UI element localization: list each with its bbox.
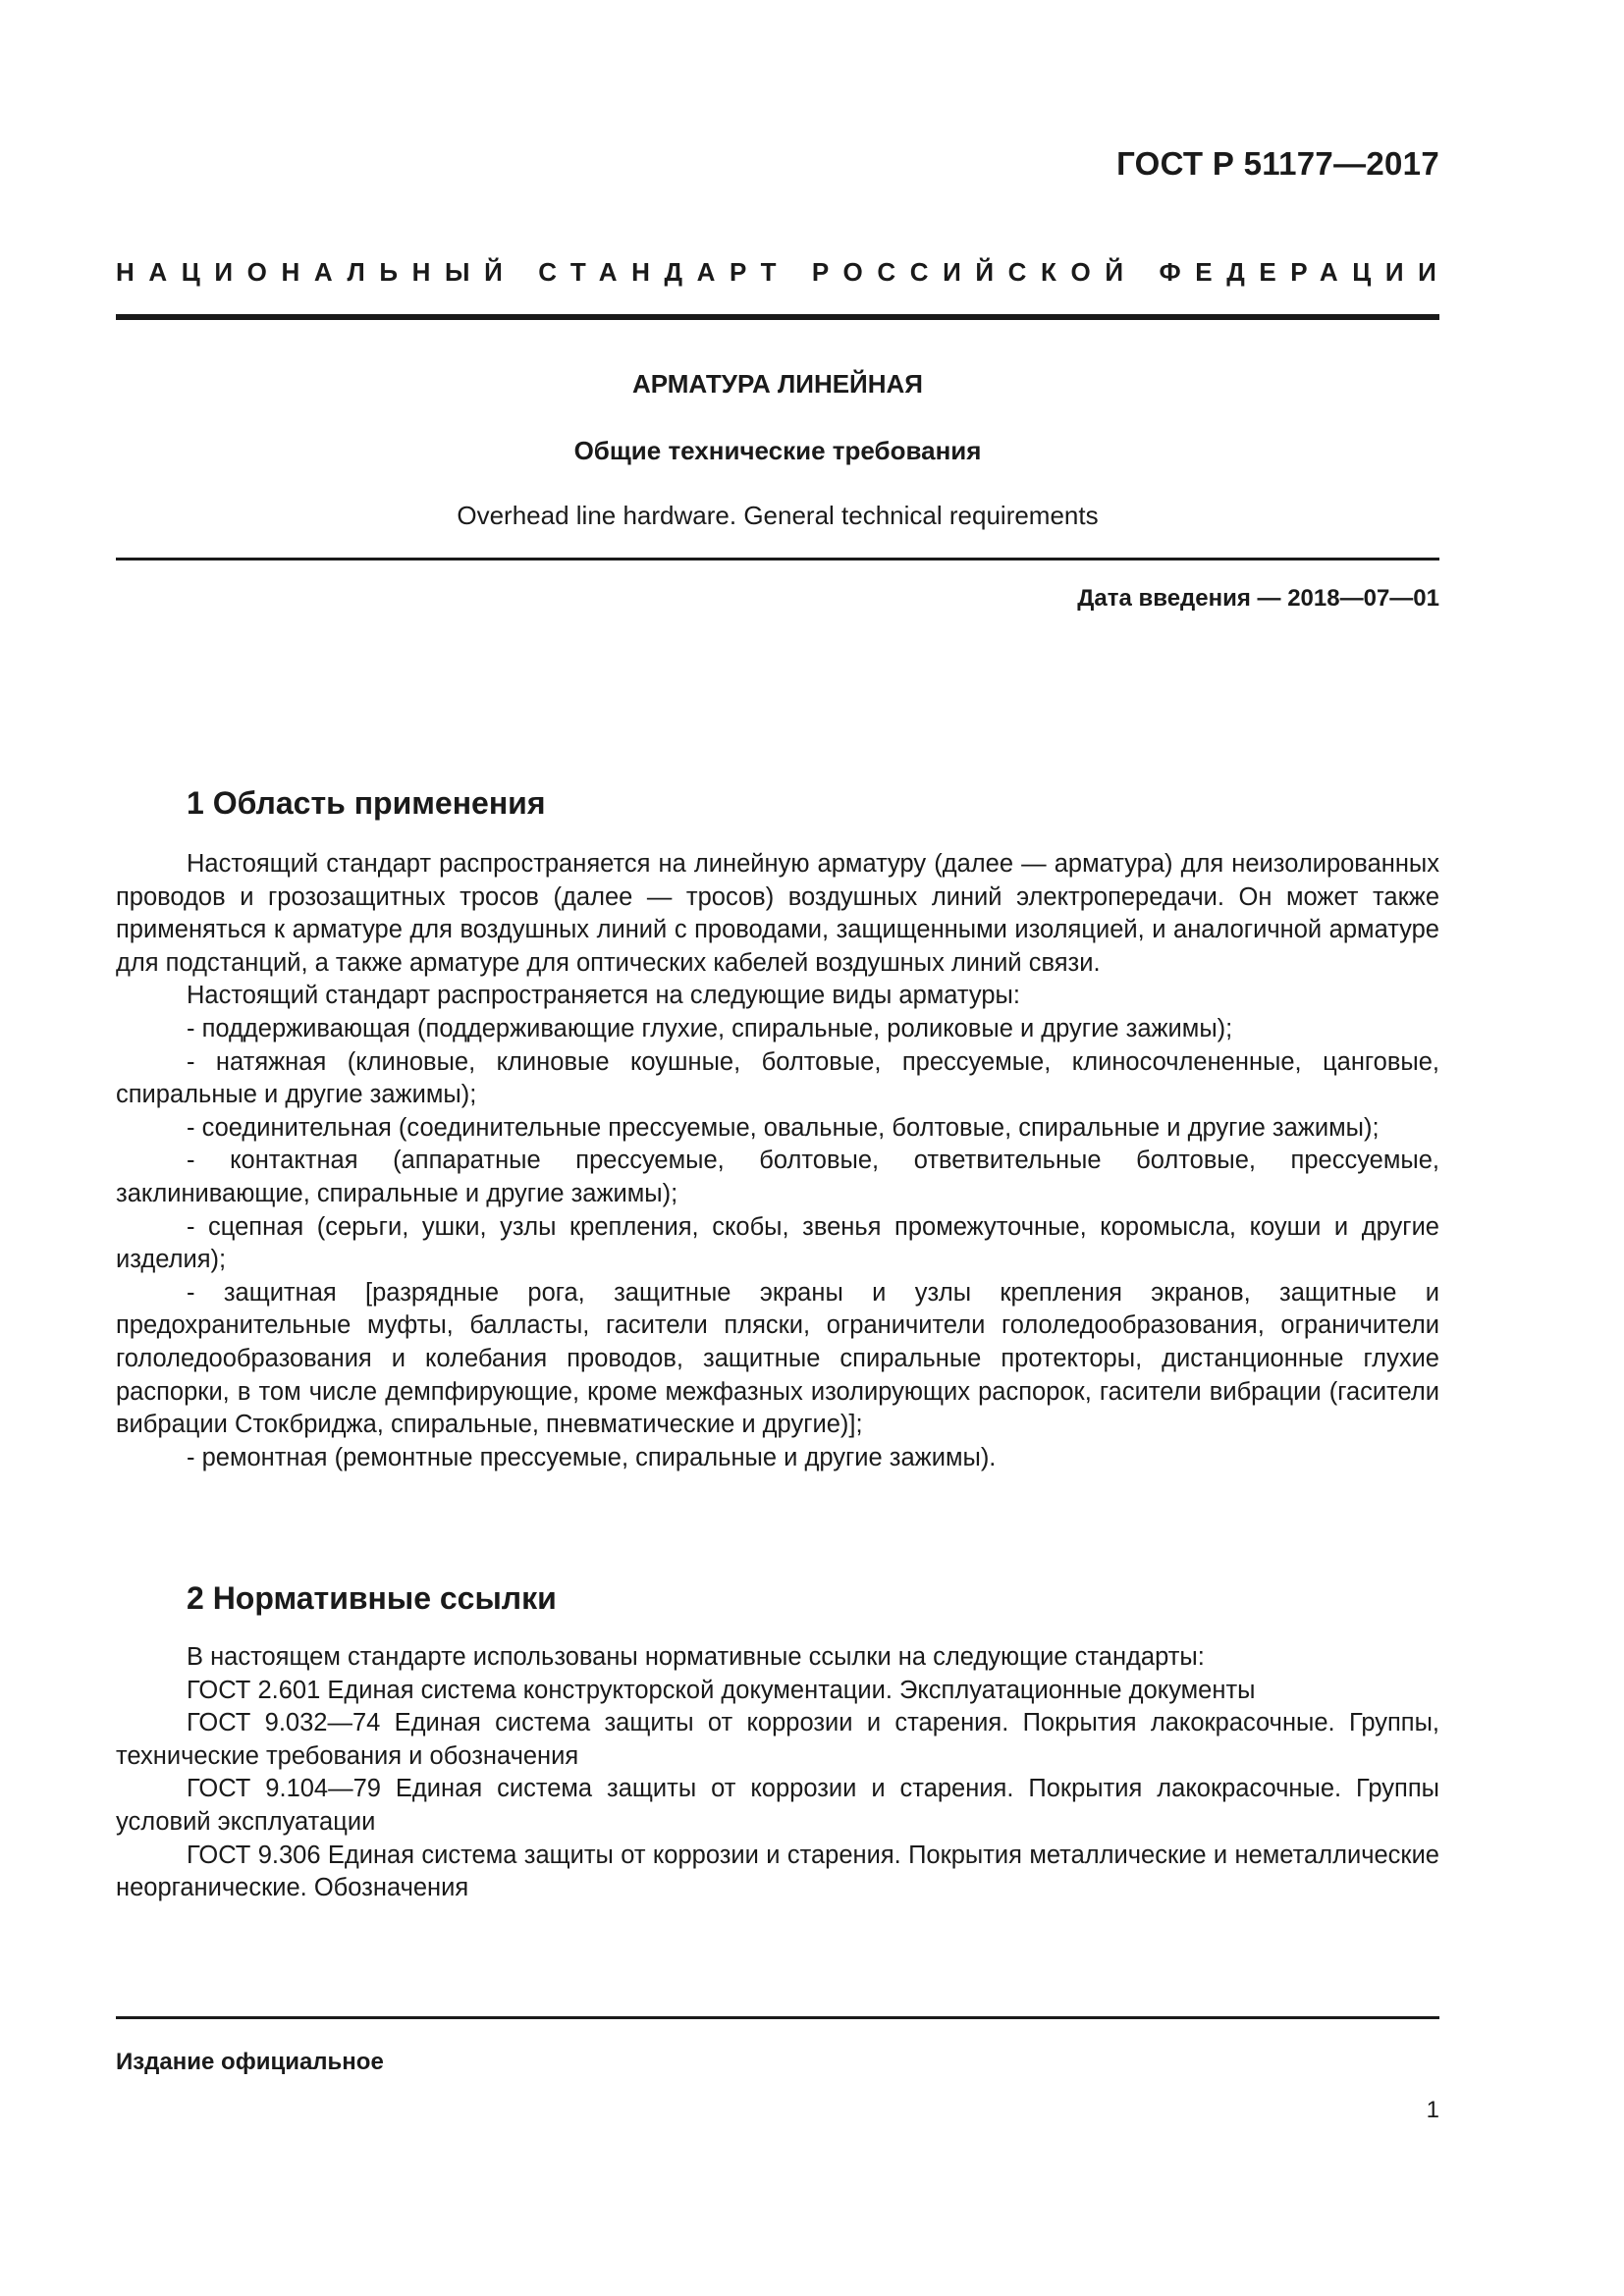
page-number: 1	[1426, 2097, 1439, 2123]
document-subtitle: Общие технические требования	[573, 436, 982, 465]
section-2-body	[116, 1641, 1439, 1905]
section-2-heading: 2 Нормативные ссылки	[187, 1580, 557, 1616]
paragraph: Настоящий стандарт распространяется на линейную арматуру (далее — арматура) для неизолированных проводов и грозозащитных тросов (далее — тросов) воздушных линий электропередачи. Он может также применяться к арматуре для воздушных линий с проводами, защищенными изоляцией, и аналогичной арматуре для подстанций, а также арматуре для оптических кабелей воздушных линий связи.	[116, 850, 1439, 977]
list-item: - натяжная (клиновые, клиновые коушные, болтовые, прессуемые, клиносочлененные, цанговые, спиральные и другие зажимы);	[116, 1047, 1439, 1109]
section-1-heading: 1 Область применения	[187, 785, 546, 821]
section-1-body	[116, 848, 1439, 1474]
list-item: - ремонтная (ремонтные прессуемые, спиральные и другие зажимы).	[187, 1443, 997, 1471]
list-item: - контактная (аппаратные прессуемые, болтовые, ответвительные болтовые, прессуемые, заклинивающие, спиральные и другие зажимы);	[116, 1147, 1439, 1207]
list-item: - защитная [разрядные рога, защитные экраны и узлы крепления экранов, защитные и предохранительные муфты, балласты, гасители пляски, ограничители гололедообразования, ограничители гололедообразования и колебания проводов, защитные спиральные протекторы, дистанционные глухие распорки, в том числе демпфирующие, кроме межфазных изолирующих распорок, гасители вибрации (гасители вибрации Стокбриджа, спиральные, пневматические и другие)];	[116, 1278, 1439, 1439]
paragraph: Настоящий стандарт распространяется на следующие виды арматуры:	[187, 982, 1020, 1010]
list-item: - сцепная (серьги, ушки, узлы крепления, скобы, звенья промежуточные, коромысла, коуши и другие изделия);	[116, 1212, 1439, 1274]
footer-rule	[116, 2016, 1439, 2019]
official-edition-label: Издание официальное	[116, 2049, 384, 2075]
national-standard-banner: НАЦИОНАЛЬНЫЙ СТАНДАРТ РОССИЙСКОЙ ФЕДЕРАЦИИ	[116, 257, 1451, 287]
reference-item: ГОСТ 2.601 Единая система конструкторской документации. Эксплуатационные документы	[187, 1676, 1256, 1704]
document-english-title: Overhead line hardware. General technical requirements	[457, 501, 1099, 530]
list-item: - поддерживающая (поддерживающие глухие, спиральные, роликовые и другие зажимы);	[187, 1014, 1233, 1042]
introduction-date: Дата введения — 2018—07—01	[1077, 585, 1439, 612]
standard-code: ГОСТ Р 51177—2017	[1116, 145, 1439, 182]
paragraph: В настоящем стандарте использованы нормативные ссылки на следующие стандарты:	[187, 1643, 1205, 1671]
reference-item: ГОСТ 9.306 Единая система защиты от коррозии и старения. Покрытия металлические и неметаллические неорганические. Обозначения	[116, 1841, 1439, 1902]
reference-item: ГОСТ 9.032—74 Единая система защиты от коррозии и старения. Покрытия лакокрасочные. Группы, технические требования и обозначения	[116, 1709, 1439, 1770]
header-rule	[116, 314, 1439, 320]
document-title: АРМАТУРА ЛИНЕЙНАЯ	[631, 369, 923, 399]
list-item: - соединительная (соединительные прессуемые, овальные, болтовые, спиральные и другие зажимы);	[187, 1113, 1380, 1142]
reference-item: ГОСТ 9.104—79 Единая система защиты от коррозии и старения. Покрытия лакокрасочные. Группы условий эксплуатации	[116, 1775, 1439, 1836]
title-rule	[116, 558, 1439, 561]
